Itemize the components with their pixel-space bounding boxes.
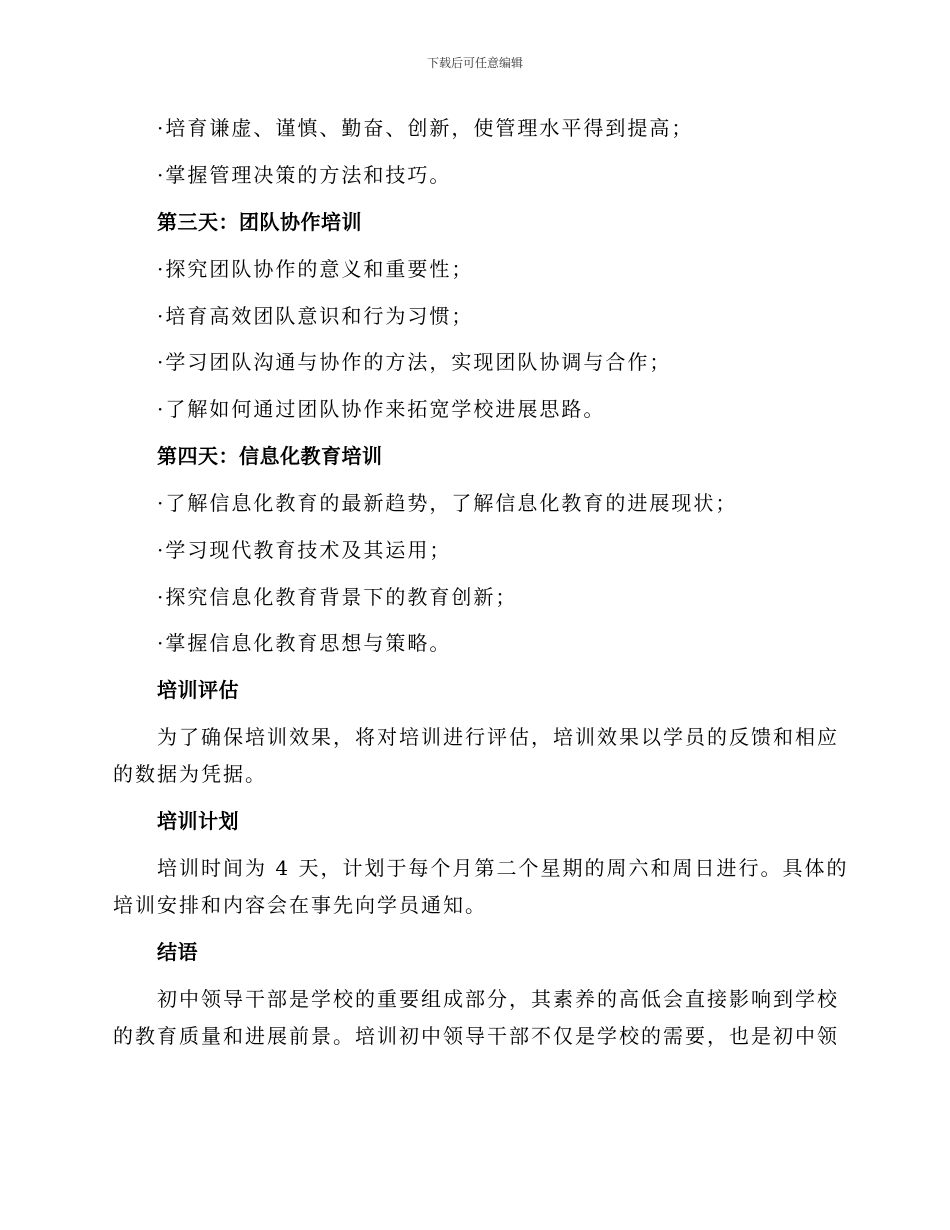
paragraph-line: 的教育质量和进展前景。培训初中领导干部不仅是学校的需要，也是初中领 — [113, 1024, 839, 1048]
section-heading: 第三天：团队协作培训 — [157, 210, 362, 234]
bullet-item: ·探究信息化教育背景下的教育创新； — [157, 585, 518, 609]
bullet-item: ·掌握信息化教育思想与策略。 — [157, 631, 452, 655]
bullet-item: ·学习团队沟通与协作的方法，实现团队协调与合作； — [157, 350, 672, 374]
paragraph-line: 初中领导干部是学校的重要组成部分，其素养的高低会直接影响到学校 — [157, 987, 839, 1011]
paragraph-line: 为了确保培训效果，将对培训进行评估，培训效果以学员的反馈和相应 — [157, 725, 839, 749]
bullet-item: ·培育高效团队意识和行为习惯； — [157, 304, 474, 328]
paragraph-line: 培训时间为 4 天，计划于每个月第二个星期的周六和周日进行。具体的 — [157, 856, 849, 880]
section-heading: 培训评估 — [157, 678, 239, 702]
paragraph-line: 培训安排和内容会在事先向学员通知。 — [113, 893, 487, 917]
paragraph-line: 的数据为凭据。 — [113, 762, 267, 786]
bullet-item: ·探究团队协作的意义和重要性； — [157, 257, 474, 281]
header-note: 下载后可任意编辑 — [426, 56, 523, 70]
bullet-item: ·培育谦虚、谨慎、勤奋、创新，使管理水平得到提高； — [157, 116, 694, 140]
section-heading: 培训计划 — [157, 809, 239, 833]
bullet-item: ·学习现代教育技术及其运用； — [157, 538, 452, 562]
section-heading: 结语 — [157, 940, 198, 964]
bullet-item: ·了解如何通过团队协作来拓宽学校进展思路。 — [157, 397, 606, 421]
section-heading: 第四天：信息化教育培训 — [157, 444, 383, 468]
bullet-item: ·掌握管理决策的方法和技巧。 — [157, 163, 452, 187]
bullet-item: ·了解信息化教育的最新趋势，了解信息化教育的进展现状； — [157, 491, 738, 515]
